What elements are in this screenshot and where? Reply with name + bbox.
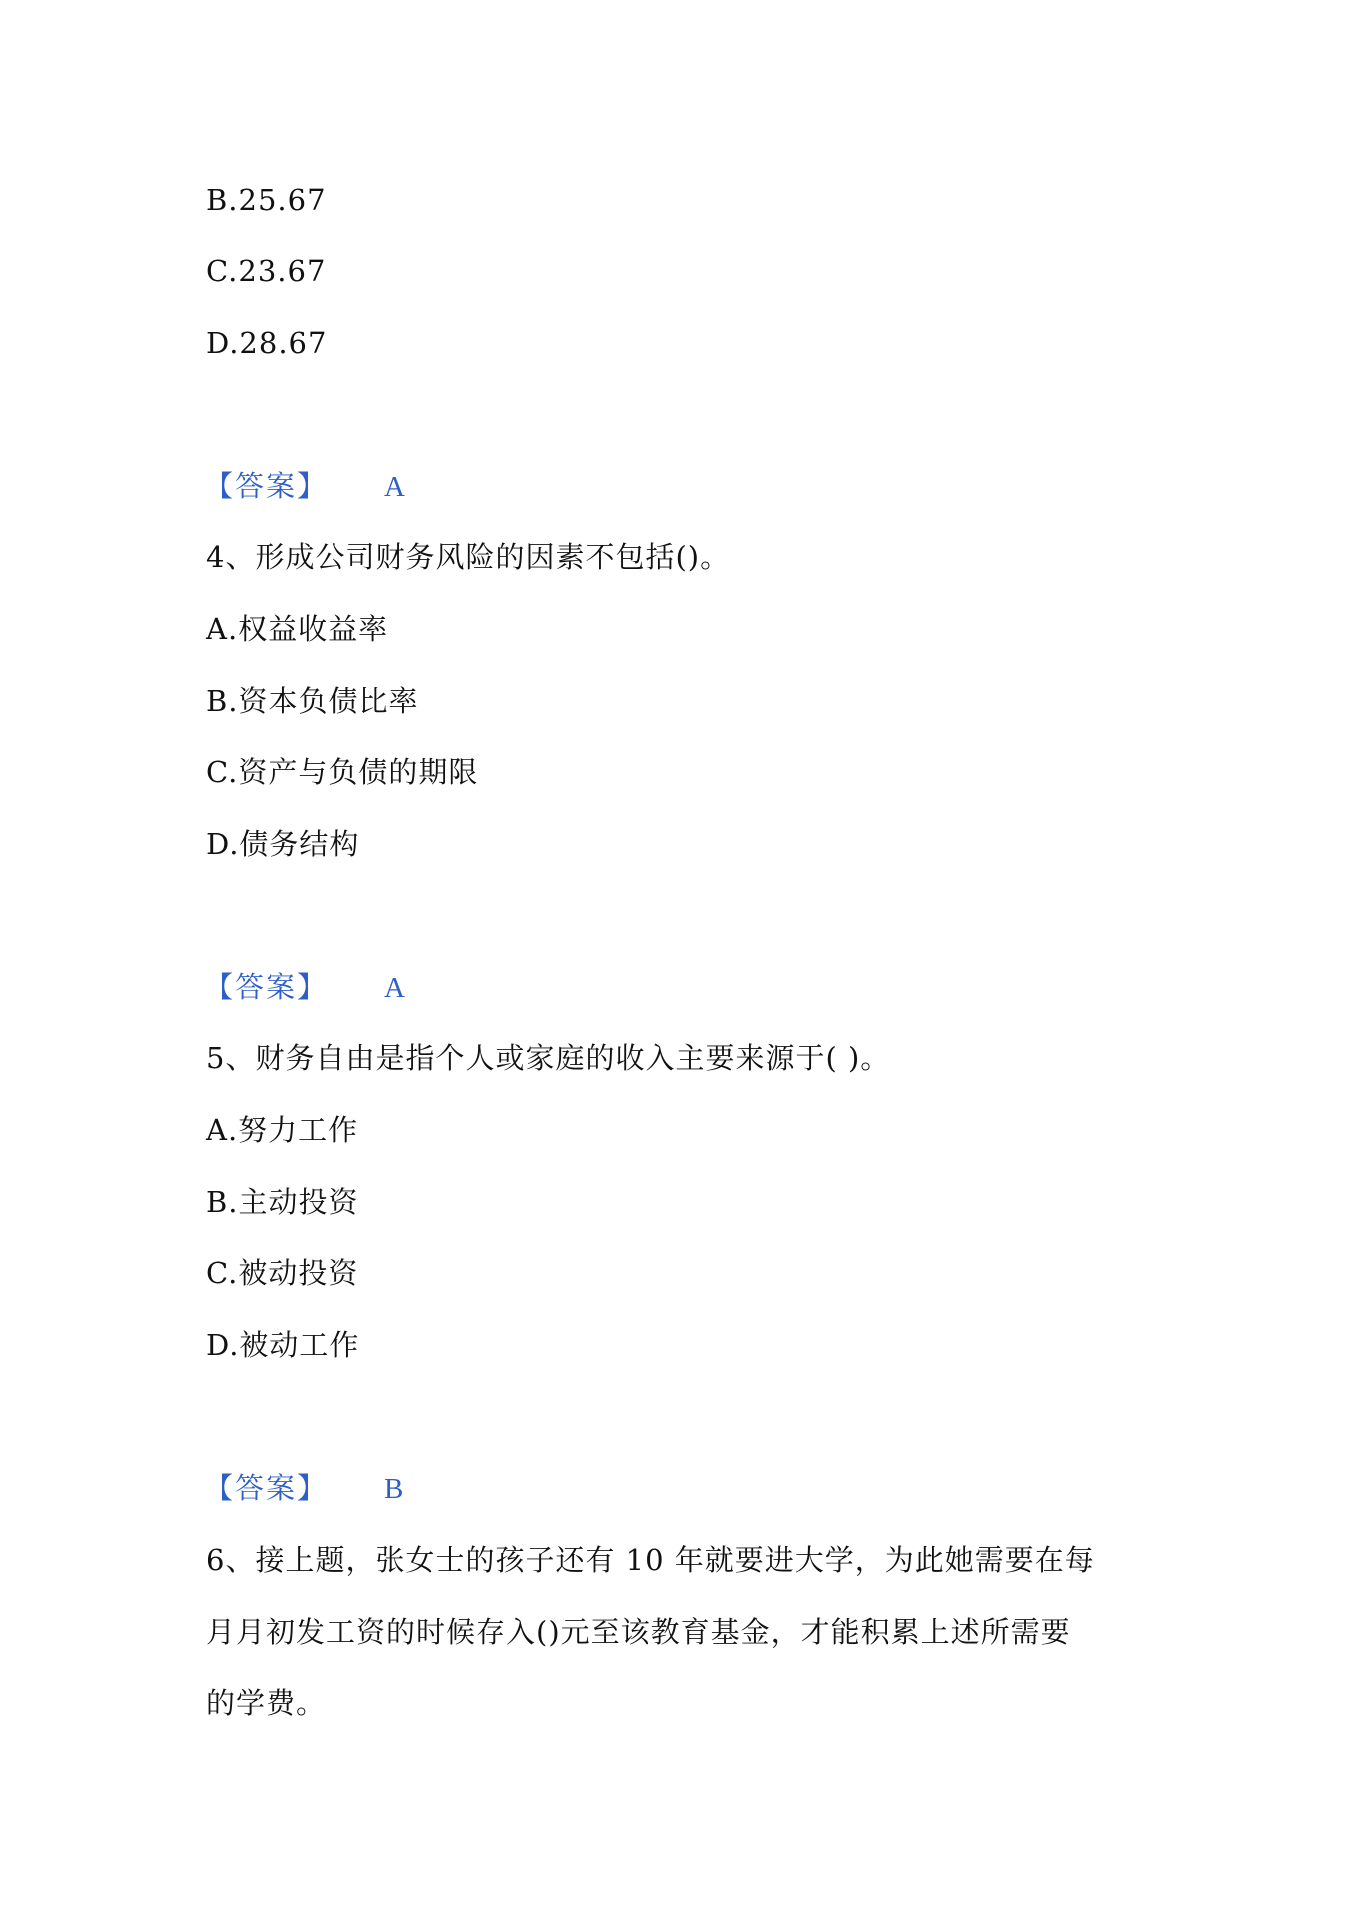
answer-value: B — [384, 1473, 404, 1505]
q4-option-d: D.债务结构 — [206, 827, 360, 861]
q5-option-d: D.被动工作 — [206, 1328, 360, 1362]
q4-option-b: B.资本负债比率 — [206, 684, 419, 718]
q4-option-a: A.权益收益率 — [206, 612, 389, 646]
q5-answer — [204, 1468, 403, 1509]
q5-question: 5、财务自由是指个人或家庭的收入主要来源于( )。 — [206, 1041, 891, 1075]
q3-option-d: D.28.67 — [206, 326, 328, 360]
answer-label: 【答案】 — [204, 469, 329, 503]
q3-option-c: C.23.67 — [206, 254, 327, 288]
q3-answer — [204, 466, 405, 507]
q4-option-c: C.资产与负债的期限 — [206, 755, 479, 789]
q4-answer — [204, 967, 405, 1008]
q5-option-a: A.努力工作 — [206, 1113, 359, 1147]
q3-option-b: B.25.67 — [206, 183, 327, 217]
q6-question-line-3: 的学费。 — [206, 1686, 327, 1720]
q5-option-c: C.被动投资 — [206, 1256, 359, 1290]
q6-question-line-2: 月月初发工资的时候存入()元至该教育基金，才能积累上述所需要 — [206, 1615, 1071, 1649]
answer-label: 【答案】 — [204, 970, 329, 1004]
answer-value: A — [384, 471, 405, 503]
q6-question-line-1: 6、接上题，张女士的孩子还有 10 年就要进大学，为此她需要在每 — [206, 1543, 1095, 1577]
answer-label: 【答案】 — [204, 1471, 329, 1505]
answer-value: A — [384, 972, 405, 1004]
q4-question: 4、形成公司财务风险的因素不包括()。 — [206, 540, 731, 574]
q5-option-b: B.主动投资 — [206, 1185, 359, 1219]
